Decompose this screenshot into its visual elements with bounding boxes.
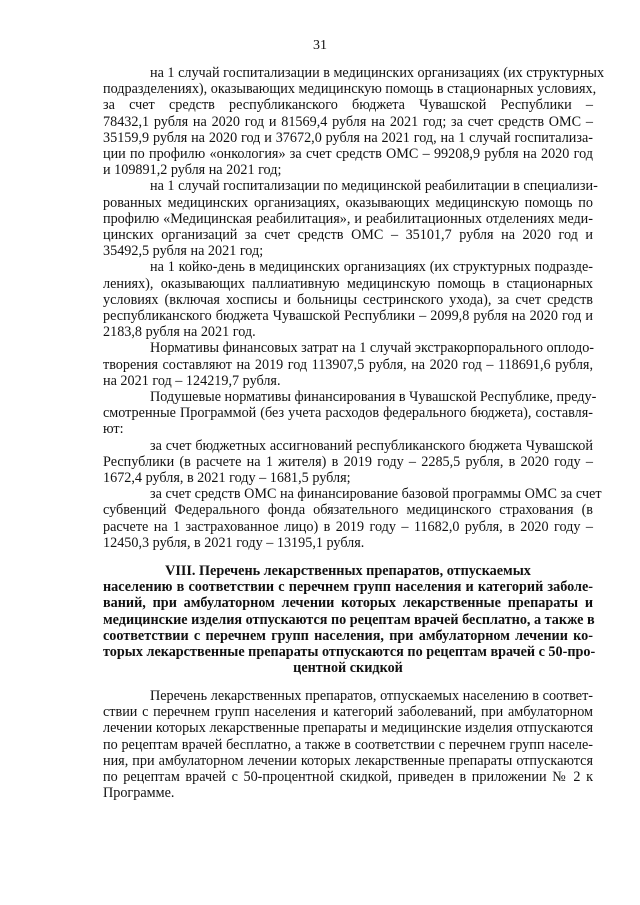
paragraph-line: на 2021 год – 124219,7 рубля.: [103, 372, 281, 389]
paragraph-line: 35492,5 рубля на 2021 год;: [103, 243, 264, 260]
paragraph-line: 12450,3 рубля, в 2021 году – 13195,1 рубля.: [103, 534, 365, 551]
paragraph-line: профилю «Медицинская реабилитация», и реабилитационных отделениях меди-: [103, 210, 593, 227]
paragraph-line: Программе.: [103, 785, 175, 802]
paragraph-line: ют:: [103, 421, 124, 438]
paragraph-line: на 1 койко-день в медицинских организациях (их структурных подразде-: [150, 259, 593, 276]
section-heading-line: населению в соответствии с перечнем групп населения и категорий заболе-: [103, 579, 593, 596]
paragraph-line: за счет средств республиканского бюджета Чувашской Республики –: [103, 97, 593, 114]
paragraph-line: по рецептам врачей с 50-процентной скидкой, приведен в приложении № 2 к: [103, 769, 593, 785]
paragraph-line: Республики (в расчете на 1 жителя) в 2019 году – 2285,5 рубля, в 2020 году –: [103, 453, 593, 470]
paragraph-line: по рецептам врачей бесплатно, а также в соответствии с перечнем групп населе-: [103, 736, 593, 753]
section-heading-line: торых лекарственные препараты отпускаются по рецептам врачей с 50-про-: [103, 644, 596, 660]
paragraph-line: лениях), оказывающих паллиативную медицинскую помощь в стационарных: [103, 275, 593, 292]
paragraph-line: субвенций Федерального фонда обязательного медицинского страхования (в: [103, 502, 593, 519]
paragraph-line: за счет бюджетных ассигнований республиканского бюджета Чувашской: [150, 437, 593, 454]
paragraph-line: рованных медицинских организациях, оказывающих медицинскую помощь по: [103, 194, 593, 211]
section-heading-line: ваний, при амбулаторном лечении которых лекарственные препараты и: [103, 595, 593, 612]
paragraph-line: условиях (включая хосписы и больницы сестринского ухода), за счет средств: [103, 291, 593, 308]
paragraph-line: 78432,1 рубля на 2020 год и 81569,4 рубля на 2021 год; за счет средств ОМС –: [103, 113, 593, 130]
section-heading-line: медицинские изделия отпускаются по рецептам врачей бесплатно, а также в: [103, 611, 595, 628]
paragraph-line: ствии с перечнем групп населения и категорий заболеваний, при амбулаторном: [103, 704, 593, 721]
paragraph-line: смотренные Программой (без учета расходов федерального бюджета), составля-: [103, 405, 593, 422]
paragraph-line: ния, при амбулаторном лечении которых лекарственные препараты отпускаются: [103, 752, 593, 769]
paragraph-line: Нормативы финансовых затрат на 1 случай экстракорпорального оплодо-: [150, 340, 595, 357]
paragraph-line: за счет средств ОМС на финансирование базовой программы ОМС за счет: [150, 486, 602, 503]
paragraph-line: Подушевые нормативы финансирования в Чувашской Республике, преду-: [150, 389, 597, 405]
page-number: 31: [313, 38, 327, 53]
paragraph-line: 1672,4 рубля, в 2021 году – 1681,5 рубля;: [103, 470, 351, 486]
paragraph-line: ции по профилю «онкология» за счет средств ОМС – 99208,9 рубля на 2020 год: [103, 146, 593, 162]
paragraph-line: цинских организаций за счет средств ОМС – 35101,7 рубля на 2020 год и: [103, 227, 593, 243]
section-heading-line: центной скидкой: [293, 660, 403, 677]
paragraph-line: на 1 случай госпитализации по медицинской реабилитации в специализи-: [150, 178, 598, 195]
paragraph-line: расчете на 1 застрахованное лицо) в 2019 году – 11682,0 рубля, в 2020 году –: [103, 518, 593, 535]
paragraph-line: Перечень лекарственных препаратов, отпускаемых населению в соответ-: [150, 688, 593, 704]
paragraph-line: республиканского бюджета Чувашской Республики – 2099,8 рубля на 2020 год и: [103, 308, 593, 324]
paragraph-line: на 1 случай госпитализации в медицинских организациях (их структурных: [150, 65, 605, 81]
paragraph-line: лечении которых лекарственные препараты и медицинские изделия отпускаются: [103, 720, 593, 737]
paragraph-line: творения составляют на 2019 год 113907,5 рубля, на 2020 год – 118691,6 рубля,: [103, 356, 593, 373]
section-heading-line: VIII. Перечень лекарственных препаратов, отпускаемых: [165, 563, 531, 579]
paragraph-line: 2183,8 рубля на 2021 год.: [103, 324, 256, 341]
paragraph-line: и 109891,2 рубля на 2021 год;: [103, 162, 282, 179]
paragraph-line: подразделениях), оказывающих медицинскую помощь в стационарных условиях,: [103, 81, 597, 98]
paragraph-line: 35159,9 рубля на 2020 год и 37672,0 рубля на 2021 год, на 1 случай госпитализа-: [103, 129, 593, 146]
section-heading-line: соответствии с перечнем групп населения, при амбулаторном лечении ко-: [103, 627, 593, 644]
